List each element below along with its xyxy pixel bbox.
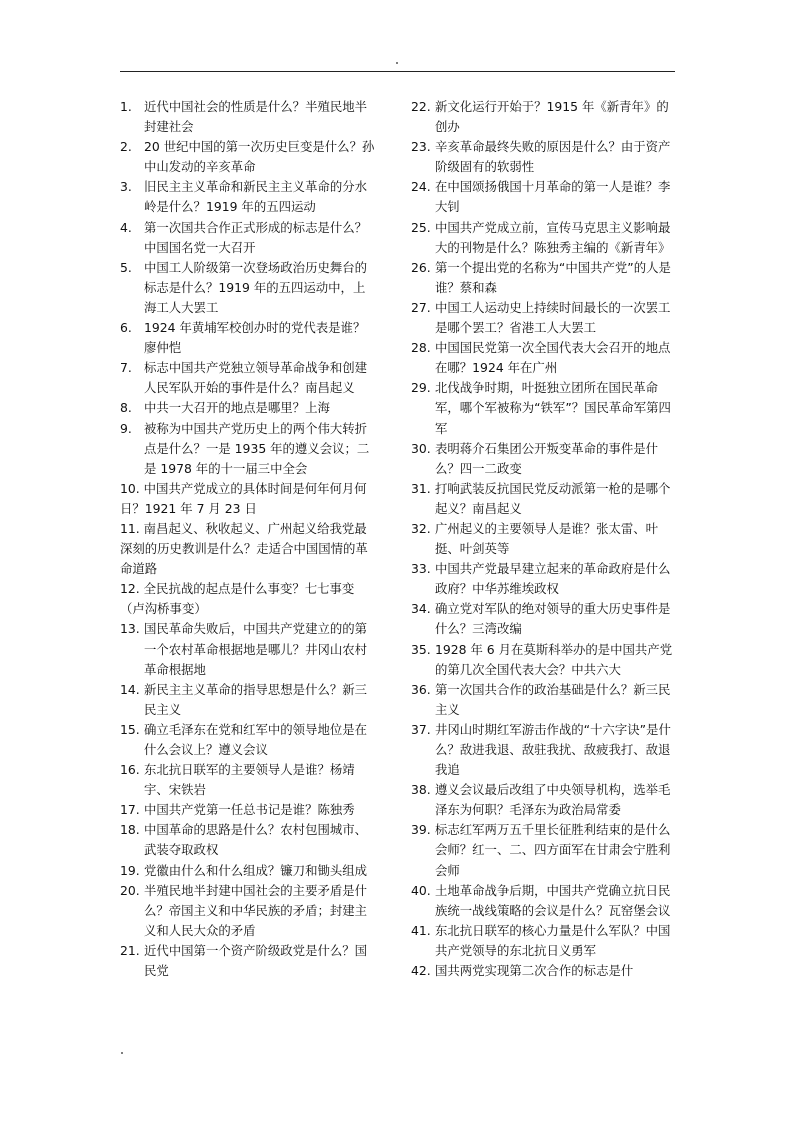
item-text: 近代中国第一个资产阶级政党是什么？国民党 bbox=[144, 942, 368, 979]
item-number: 33. bbox=[411, 561, 431, 577]
item-text: 在中国颂扬俄国十月革命的第一人是谁？李大钊 bbox=[435, 179, 671, 215]
item-number: 14. bbox=[120, 681, 140, 697]
item-number: 34. bbox=[411, 601, 431, 617]
list-item bbox=[411, 97, 676, 137]
item-number: 4. bbox=[120, 219, 132, 235]
list-item bbox=[120, 720, 375, 760]
list-item bbox=[411, 218, 676, 258]
item-number: 15. bbox=[120, 721, 140, 737]
item-number: 36. bbox=[411, 681, 431, 697]
item-text: 标志红军两万五千里长征胜利结束的是什么会师？红一、二、四方面军在甘肃会宁胜利会师 bbox=[435, 822, 671, 878]
list-item bbox=[411, 680, 676, 720]
item-number: 9. bbox=[120, 420, 132, 436]
item-text: 打响武装反抗国民党反动派第一枪的是哪个起义？南昌起义 bbox=[435, 480, 671, 516]
list-item bbox=[411, 258, 676, 298]
item-text: 新文化运行开始于？1915 年《新青年》的创办 bbox=[435, 99, 669, 135]
item-number: 26. bbox=[411, 259, 431, 275]
item-text: 中国工人运动史上持续时间最长的一次罢工是哪个罢工？省港工人大罢工 bbox=[435, 299, 671, 336]
list-item bbox=[120, 177, 375, 217]
item-text: 半殖民地半封建中国社会的主要矛盾是什么？帝国主义和中华民族的矛盾；封建主义和人民大众的矛盾 bbox=[144, 882, 368, 938]
item-text: 北伐战争时期，叶挺独立团所在国民革命军，哪个军被称为“铁军”？国民革命军第四军 bbox=[435, 380, 671, 436]
item-number: 10. bbox=[120, 480, 140, 496]
header-rule bbox=[120, 71, 675, 72]
item-number: 38. bbox=[411, 782, 431, 798]
item-number: 5. bbox=[120, 259, 132, 275]
item-text: 1924 年黄埔军校创办时的党代表是谁？廖仲恺 bbox=[144, 320, 366, 356]
list-item bbox=[120, 579, 375, 619]
item-number: 6. bbox=[120, 320, 132, 336]
item-number: 32. bbox=[411, 520, 431, 536]
item-number: 23. bbox=[411, 139, 431, 155]
list-item bbox=[411, 961, 676, 981]
list-item bbox=[120, 419, 375, 479]
item-text: 遵义会议最后改组了中央领导机构，选举毛泽东为何职？毛泽东为政治局常委 bbox=[435, 782, 671, 818]
item-number: 29. bbox=[411, 380, 431, 396]
item-text: 中国共产党成立前，宣传马克思主义影响最大的刊物是什么？陈独秀主编的《新青年》 bbox=[435, 219, 671, 255]
item-number: 42. bbox=[411, 963, 431, 979]
item-number: 12. bbox=[120, 581, 140, 597]
item-text: 国民革命失败后，中国共产党建立的的第一个农村革命根据地是哪儿？井冈山农村革命根据地 bbox=[144, 621, 368, 677]
item-number: 3. bbox=[120, 179, 132, 195]
list-item bbox=[411, 338, 676, 378]
item-number: 21. bbox=[120, 942, 140, 958]
item-text: 广州起义的主要领导人是谁？张太雷、叶挺、叶剑英等 bbox=[435, 520, 659, 557]
item-text: 新民主主义革命的指导思想是什么？新三民主义 bbox=[144, 681, 368, 717]
list-item bbox=[411, 378, 676, 438]
list-item bbox=[411, 780, 676, 820]
list-item bbox=[120, 820, 375, 860]
list-item bbox=[120, 358, 375, 398]
list-item bbox=[120, 137, 375, 177]
list-item bbox=[411, 599, 676, 639]
item-number: 35. bbox=[411, 641, 431, 657]
item-number: 40. bbox=[411, 882, 431, 898]
list-item bbox=[120, 680, 375, 720]
list-item bbox=[120, 97, 375, 137]
list-item bbox=[411, 720, 676, 780]
list-item bbox=[411, 921, 676, 961]
item-text: 中共一大召开的地点是哪里？上海 bbox=[144, 400, 330, 416]
item-text: 中国工人阶级第一次登场政治历史舞台的标志是什么？1919 年的五四运动中，上海工人大罢工 bbox=[144, 259, 368, 315]
list-item bbox=[120, 479, 375, 519]
item-text: 南昌起义、秋收起义、广州起义给我党最深刻的历史教训是什么？走适合中国国情的革命道路 bbox=[120, 520, 368, 577]
list-item bbox=[120, 519, 375, 579]
item-text: 被称为中国共产党历史上的两个伟大转折点是什么？一是 1935 年的遵义会议；二是 1978 年的十一届三中全会 bbox=[144, 420, 370, 476]
footer-mark bbox=[121, 1052, 123, 1054]
item-number: 11. bbox=[120, 520, 140, 536]
item-text: 国共两党实现第二次合作的标志是什 bbox=[435, 963, 634, 979]
item-number: 22. bbox=[411, 99, 431, 114]
list-item bbox=[120, 218, 375, 258]
item-text: 全民抗战的起点是什么事变？七七事变（卢沟桥事变） bbox=[120, 581, 355, 617]
item-number: 31. bbox=[411, 480, 431, 496]
list-item bbox=[411, 137, 676, 177]
item-text: 旧民主主义革命和新民主主义革命的分水岭是什么？1919 年的五四运动 bbox=[144, 179, 368, 215]
list-item bbox=[411, 479, 676, 519]
list-item bbox=[120, 398, 375, 418]
list-item bbox=[120, 760, 375, 800]
list-item bbox=[120, 619, 375, 679]
item-number: 18. bbox=[120, 822, 140, 838]
item-number: 19. bbox=[120, 862, 140, 878]
item-number: 25. bbox=[411, 219, 431, 235]
item-number: 28. bbox=[411, 340, 431, 356]
item-text: 中国共产党第一任总书记是谁？陈独秀 bbox=[144, 802, 355, 818]
item-number: 30. bbox=[411, 440, 431, 456]
item-number: 8. bbox=[120, 400, 132, 416]
right-column bbox=[411, 97, 676, 981]
header-mark bbox=[396, 62, 398, 64]
list-item bbox=[411, 881, 676, 921]
item-text: 第一次国共合作的政治基础是什么？新三民主义 bbox=[435, 681, 671, 717]
item-text: 土地革命战争后期，中国共产党确立抗日民族统一战线策略的会议是什么？瓦窑堡会议 bbox=[435, 882, 671, 918]
list-item bbox=[411, 820, 676, 880]
item-text: 中国革命的思路是什么？农村包围城市、武装夺取政权 bbox=[144, 822, 368, 858]
item-number: 37. bbox=[411, 721, 431, 737]
item-number: 7. bbox=[120, 360, 132, 376]
item-number: 24. bbox=[411, 179, 431, 195]
item-text: 1928 年 6 月在莫斯科举办的是中国共产党的第几次全国代表大会？中共六大 bbox=[435, 641, 673, 677]
item-number: 1. bbox=[120, 99, 132, 114]
item-number: 39. bbox=[411, 822, 431, 838]
item-number: 2. bbox=[120, 139, 132, 155]
item-text: 东北抗日联军的主要领导人是谁？杨靖宇、宋铁岩 bbox=[144, 762, 355, 798]
item-text: 第一次国共合作正式形成的标志是什么？中国国名党一大召开 bbox=[144, 219, 368, 255]
item-number: 41. bbox=[411, 922, 431, 938]
item-text: 中国共产党最早建立起来的革命政府是什么政府？中华苏维埃政权 bbox=[435, 561, 671, 597]
item-text: 20 世纪中国的第一次历史巨变是什么？孙中山发动的辛亥革命 bbox=[144, 139, 375, 175]
item-text: 井冈山时期红军游击作战的“十六字诀”是什么？敌进我退、敌驻我扰、敌疲我打、敌退我追 bbox=[435, 721, 671, 778]
item-number: 16. bbox=[120, 762, 140, 778]
item-number: 13. bbox=[120, 621, 140, 637]
list-item bbox=[120, 318, 375, 358]
left-column bbox=[120, 97, 375, 981]
list-item bbox=[120, 941, 375, 981]
list-item bbox=[120, 258, 375, 318]
item-text: 标志中国共产党独立领导革命战争和创建人民军队开始的事件是什么？南昌起义 bbox=[144, 360, 368, 396]
item-text: 中国共产党成立的具体时间是何年何月何日？1921 年 7 月 23 日 bbox=[120, 480, 367, 516]
item-text: 第一个提出党的名称为“中国共产党”的人是谁？蔡和森 bbox=[435, 259, 671, 295]
list-item bbox=[120, 861, 375, 881]
item-text: 确立党对军队的绝对领导的重大历史事件是什么？三湾改编 bbox=[435, 601, 671, 637]
item-number: 17. bbox=[120, 802, 140, 818]
list-item bbox=[411, 519, 676, 559]
item-number: 20. bbox=[120, 882, 140, 898]
list-item bbox=[411, 298, 676, 338]
item-text: 东北抗日联军的核心力量是什么军队？中国共产党领导的东北抗日义勇军 bbox=[435, 922, 671, 958]
item-text: 确立毛泽东在党和红军中的领导地位是在什么会议上？遵义会议 bbox=[144, 721, 368, 757]
list-item bbox=[411, 177, 676, 217]
list-item bbox=[411, 559, 676, 599]
list-item bbox=[120, 800, 375, 820]
list-item bbox=[120, 881, 375, 941]
item-text: 近代中国社会的性质是什么？半殖民地半封建社会 bbox=[144, 99, 368, 135]
list-item bbox=[411, 640, 676, 680]
item-text: 辛亥革命最终失败的原因是什么？由于资产阶级固有的软弱性 bbox=[435, 139, 671, 175]
item-text: 表明蒋介石集团公开叛变革命的事件是什么？四一二政变 bbox=[435, 440, 659, 476]
list-item bbox=[411, 439, 676, 479]
item-text: 中国国民党第一次全国代表大会召开的地点在哪？1924 年在广州 bbox=[435, 340, 671, 376]
item-number: 27. bbox=[411, 299, 431, 315]
item-text: 党徽由什么和什么组成？镰刀和锄头组成 bbox=[144, 862, 368, 878]
